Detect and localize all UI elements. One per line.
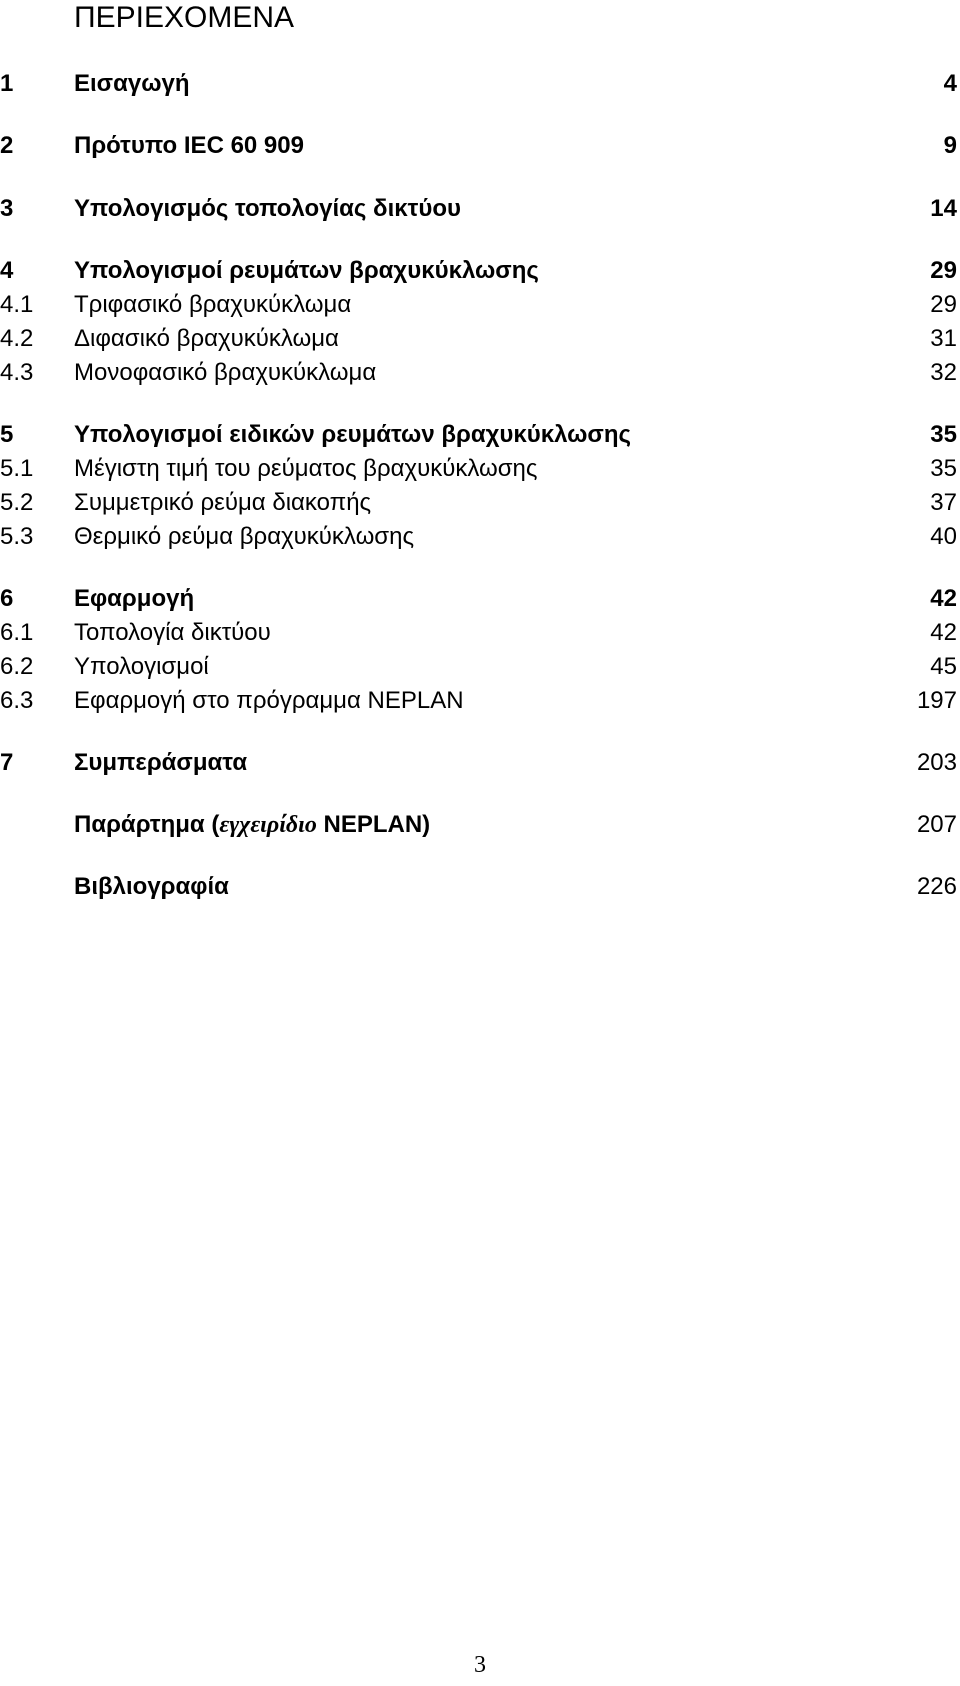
toc-entry-6-1 (0, 616, 957, 650)
toc-entry-page: 29 (930, 291, 957, 318)
toc-entry-page: 14 (930, 195, 957, 222)
toc-entry-title: Συμμετρικό ρεύμα διακοπής (74, 489, 372, 516)
toc-entry-6 (0, 582, 957, 616)
page-title: ΠΕΡΙΕΧΟΜΕΝΑ (74, 1, 295, 34)
toc-entry-title: Διφασικό βραχυκύκλωμα (74, 325, 339, 352)
toc-entry-bibliography (0, 870, 957, 904)
toc-entry-3 (0, 192, 957, 226)
toc-entry-page: 207 (916, 811, 957, 838)
toc-entry-title: Συμπεράσματα (74, 749, 248, 776)
toc-entry-number: 4 (0, 257, 14, 284)
toc-entry-page: 42 (930, 585, 957, 612)
toc-entry-page: 226 (916, 873, 957, 900)
toc-entry-title: Εφαρμογή (74, 585, 195, 612)
toc-entry-page: 37 (930, 489, 957, 516)
toc-entry-title: Εισαγωγή (74, 70, 190, 97)
toc-entry-title: Μονοφασικό βραχυκύκλωμα (74, 359, 377, 386)
toc-entry-1 (0, 67, 957, 101)
toc-entry-title: Υπολογισμοί ρευμάτων βραχυκύκλωσης (74, 257, 539, 284)
toc-entry-page: 45 (930, 653, 957, 680)
toc-entry-title-part: Παράρτημα ( (74, 811, 220, 838)
toc-entry-title (74, 808, 430, 842)
toc-entry-title: Τοπολογία δικτύου (74, 619, 271, 646)
toc-entry-number: 4.2 (0, 325, 34, 352)
toc-entry-number: 6.1 (0, 619, 34, 646)
toc-entry-2 (0, 129, 957, 163)
toc-entry-5-2 (0, 486, 957, 520)
toc-entry-number: 5.3 (0, 523, 34, 550)
toc-entry-4-2 (0, 322, 957, 356)
toc-entry-6-3 (0, 684, 957, 718)
toc-entry-title: Υπολογισμός τοπολογίας δικτύου (74, 195, 461, 222)
toc-entry-title: Υπολογισμοί (74, 653, 209, 680)
page-number: 3 (474, 1652, 486, 1678)
toc-entry-number: 6.2 (0, 653, 34, 680)
toc-entry-number: 6 (0, 585, 14, 612)
toc-entry-number: 5.1 (0, 455, 34, 482)
toc-entry-page: 40 (930, 523, 957, 550)
toc-entry-title: Πρότυπο IEC 60 909 (74, 132, 304, 159)
toc-entry-4 (0, 254, 957, 288)
toc-entry-7 (0, 746, 957, 780)
toc-entry-title-part: εγχειρίδιο (219, 812, 317, 838)
toc-entry-appendix (0, 808, 957, 842)
toc-entry-title: Εφαρμογή στο πρόγραμμα NEPLAN (74, 687, 464, 714)
toc-entry-5-3 (0, 520, 957, 554)
toc-entry-6-2 (0, 650, 957, 684)
toc-entry-number: 4.3 (0, 359, 34, 386)
toc-entry-number: 7 (0, 749, 14, 776)
toc-entry-4-1 (0, 288, 957, 322)
toc-entry-page: 31 (930, 325, 957, 352)
toc-entry-5-1 (0, 452, 957, 486)
toc-entry-page: 203 (916, 749, 957, 776)
toc-entry-number: 6.3 (0, 687, 34, 714)
toc-entry-page: 197 (916, 687, 957, 714)
toc-entry-page: 42 (930, 619, 957, 646)
toc-entry-page: 4 (943, 70, 957, 97)
toc-entry-page: 29 (930, 257, 957, 284)
toc-entry-title: Βιβλιογραφία (74, 873, 229, 900)
toc-entry-number: 5 (0, 421, 14, 448)
toc-entry-title-part: NEPLAN) (316, 811, 431, 838)
toc-entry-title: Τριφασικό βραχυκύκλωμα (74, 291, 352, 318)
toc-entry-number: 2 (0, 132, 14, 159)
toc-entry-page: 9 (943, 132, 957, 159)
toc-entry-page: 35 (930, 455, 957, 482)
toc-entry-4-3 (0, 356, 957, 390)
toc-entry-number: 3 (0, 195, 14, 222)
toc-entry-page: 32 (930, 359, 957, 386)
toc-entry-5 (0, 418, 957, 452)
toc-entry-page: 35 (930, 421, 957, 448)
toc-entry-title: Υπολογισμοί ειδικών ρευμάτων βραχυκύκλωσης (74, 421, 631, 448)
toc-entry-title: Θερμικό ρεύμα βραχυκύκλωσης (74, 523, 415, 550)
toc-entry-number: 4.1 (0, 291, 34, 318)
toc-entry-number: 5.2 (0, 489, 34, 516)
toc-entry-title: Μέγιστη τιμή του ρεύματος βραχυκύκλωσης (74, 455, 538, 482)
toc-entry-number: 1 (0, 70, 14, 97)
